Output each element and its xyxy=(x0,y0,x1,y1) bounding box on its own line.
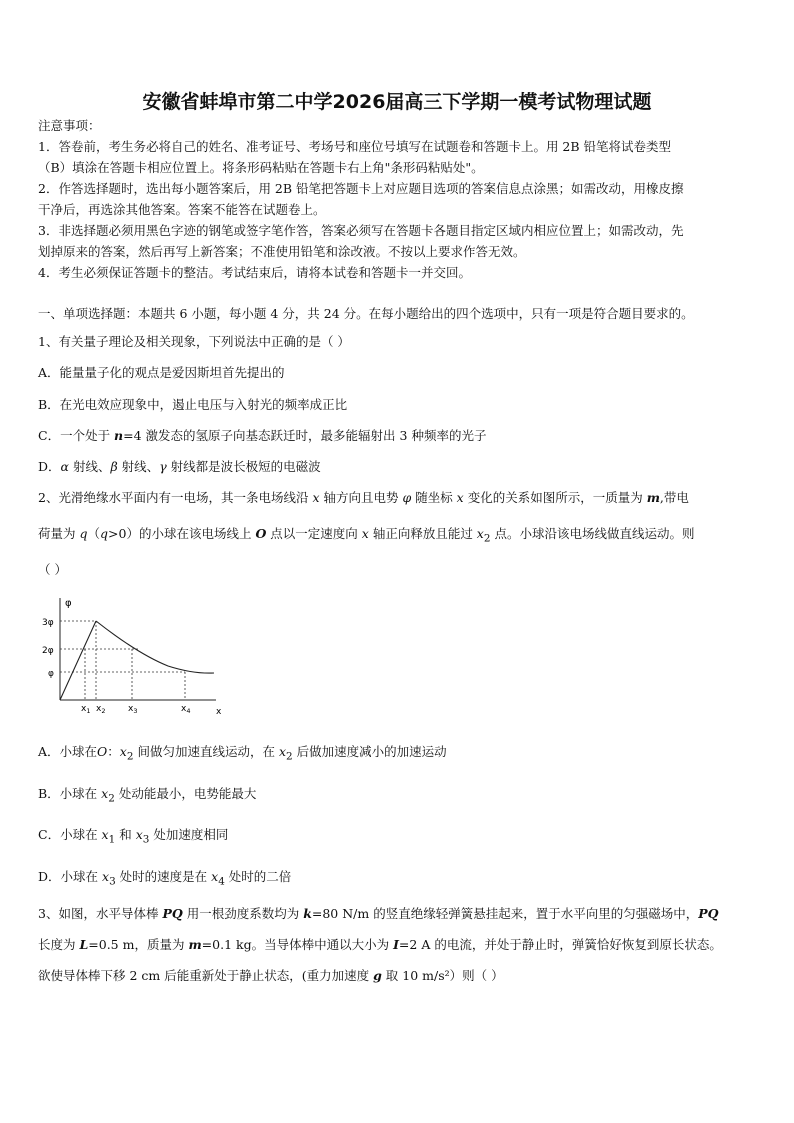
notice-line: 4．考生必须保证答题卡的整洁。考试结束后，请将本试卷和答题卡一并交回。 xyxy=(38,265,471,280)
y-tick-label: φ xyxy=(48,669,54,679)
y-axis-label: φ xyxy=(65,598,72,609)
q3-stem-line2: 长度为 L=0.5 m，质量为 m=0.1 kg。当导体棒中通以大小为 I=2 A 的电流，并处于静止时，弹簧恰好恢复到原长状态。 xyxy=(38,937,722,952)
q1-option-d: D．α 射线、β 射线、γ 射线都是波长极短的电磁波 xyxy=(38,459,321,474)
notice-line: 2．作答选择题时，选出每小题答案后，用 2B 铅笔把答题卡上对应题目选项的答案信息点涂黑；如需改动，用橡皮擦 xyxy=(38,181,684,196)
notice-line: 3．非选择题必须用黑色字迹的钢笔或签字笔作答，答案必须写在答题卡各题目指定区域内相应位置上；如需改动，先 xyxy=(38,223,684,238)
q2-stem-line1: 2、光滑绝缘水平面内有一电场，其一条电场线沿 x 轴方向且电势 φ 随坐标 x 变化的关系如图所示，一质量为 m,带电 xyxy=(38,490,689,505)
notice-heading: 注意事项： xyxy=(38,118,101,133)
q1-option-a: A．能量量子化的观点是爱因斯坦首先提出的 xyxy=(38,365,285,380)
q3-stem-line3: 欲使导体棒下移 2 cm 后能重新处于静止状态，(重力加速度 g 取 10 m/s²）则（ ） xyxy=(38,968,504,983)
notice-line: （B）填涂在答题卡相应位置上。将条形码粘贴在答题卡右上角"条形码粘贴处"。 xyxy=(38,160,484,175)
x-axis-label: x xyxy=(216,707,222,717)
notice-line: 干净后，再选涂其他答案。答案不能答在试题卷上。 xyxy=(38,202,326,217)
x-tick-label: $x_3$ xyxy=(128,704,138,715)
y-tick-label: 2φ xyxy=(42,646,54,656)
x-tick-label: $x_2$ xyxy=(96,704,106,715)
q1-option-b: B．在光电效应现象中，遏止电压与入射光的频率成正比 xyxy=(38,397,348,412)
y-tick-label: 3φ xyxy=(42,618,54,628)
section-heading: 一、单项选择题：本题共 6 小题，每小题 4 分，共 24 分。在每小题给出的四个选项中，只有一项是符合题目要求的。 xyxy=(38,306,694,321)
q2-answer-blank: （ ） xyxy=(38,562,67,577)
q3-stem-line1: 3、如图，水平导体棒 PQ 用一根劲度系数均为 k=80 N/m 的竖直绝缘轻弹簧悬挂起来，置于水平向里的匀强磁场中，PQ xyxy=(38,906,719,921)
phi-decay-curve xyxy=(96,621,214,673)
q1-stem: 1、有关量子理论及相关现象，下列说法中正确的是（ ） xyxy=(38,334,350,349)
q2-option-d: D．小球在 $x_3$ 处时的速度是在 $x_4$ 处时的二倍 xyxy=(38,869,292,888)
phi-x-graph xyxy=(38,592,238,718)
phi-rising-line xyxy=(60,621,96,700)
q2-option-b: B．小球在 $x_2$ 处动能最小，电势能最大 xyxy=(38,786,257,805)
x-tick-label: $x_1$ xyxy=(81,704,91,715)
q2-stem-line2: 荷量为 q（q>0）的小球在该电场线上 O 点以一定速度向 x 轴正向释放且能过 $x_2$ 点。小球沿该电场线做直线运动。则 xyxy=(38,526,695,545)
q1-option-c: C．一个处于 n=4 激发态的氢原子向基态跃迁时，最多能辐射出 3 种频率的光子 xyxy=(38,428,487,443)
q2-option-a: A．小球在O：$x_2$ 间做匀加速直线运动，在 $x_2$ 后做加速度减小的加速运动 xyxy=(38,744,447,763)
notice-line: 1．答卷前，考生务必将自己的姓名、准考证号、考场号和座位号填写在试题卷和答题卡上。用 2B 铅笔将试卷类型 xyxy=(38,139,672,154)
paper-title: 安徽省蚌埠市第二中学2026届高三下学期一模考试物理试题 xyxy=(142,91,652,113)
q2-option-c: C．小球在 $x_1$ 和 $x_3$ 处加速度相同 xyxy=(38,827,229,846)
notice-line: 划掉原来的答案，然后再写上新答案；不准使用铅笔和涂改液。不按以上要求作答无效。 xyxy=(38,244,526,259)
x-tick-label: $x_4$ xyxy=(181,704,191,715)
